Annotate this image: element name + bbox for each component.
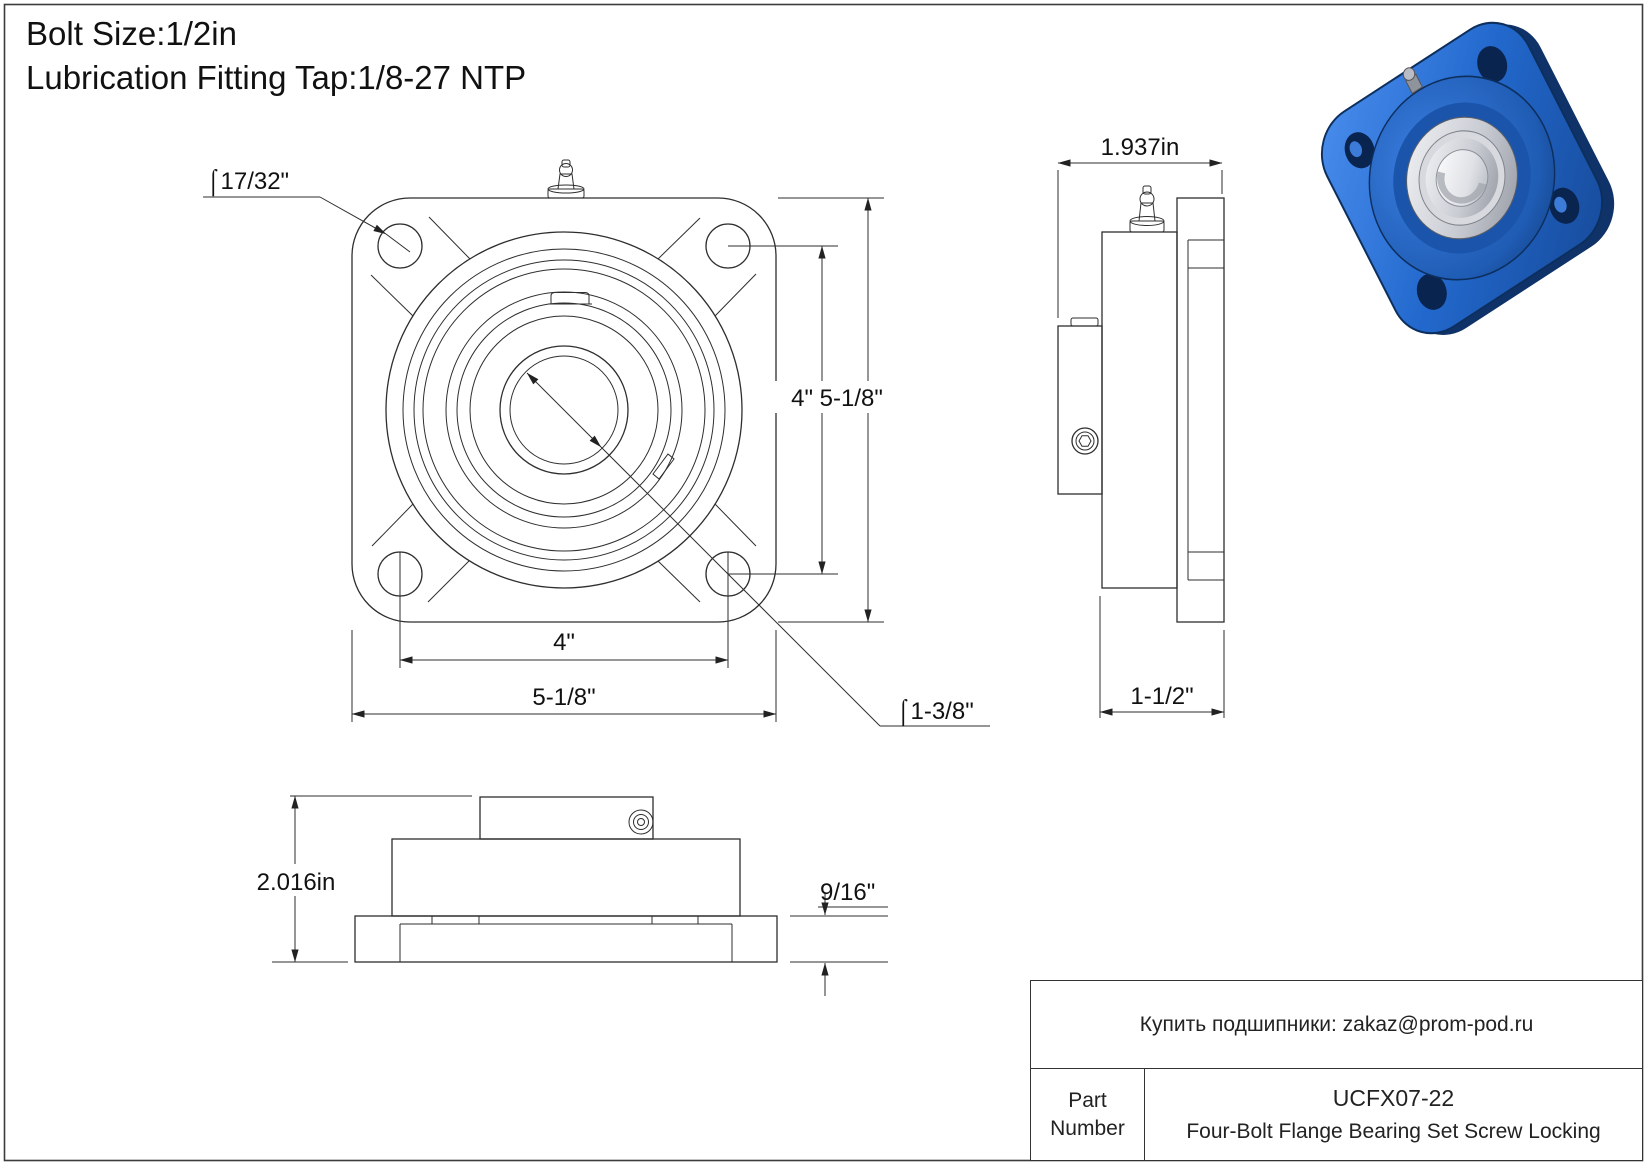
dim-flange-thickness: 9/16" (820, 879, 876, 906)
drawing-notes (26, 12, 526, 100)
render-3d (1306, 0, 1630, 358)
front-view (352, 160, 776, 622)
grease-fitting-side (1130, 186, 1164, 232)
dim-hole-dia: ⌠17/32" (206, 168, 290, 195)
note-bolt-size: Bolt Size:1/2in (26, 15, 237, 52)
contact-text: Купить подшипники: zakaz@prom-pod.ru (1139, 1012, 1534, 1036)
part-number: UCFX07-22 (1332, 1084, 1455, 1111)
note-lube-fitting: Lubrication Fitting Tap:1/8-27 NTP (26, 59, 527, 96)
bore-tab (653, 454, 674, 479)
side-view (1058, 186, 1224, 622)
side-view-dimensions (1058, 134, 1224, 718)
set-screw-side (1072, 428, 1098, 454)
set-screw-bottom (629, 810, 653, 834)
dim-side-dims: 4" 5-1/8" (791, 385, 883, 412)
dim-hole-spacing: 4" (553, 629, 575, 656)
bottom-view-dimensions (250, 796, 888, 996)
dim-side-width: 1.937in (1100, 134, 1180, 161)
dim-body-width: 1-1/2" (1130, 683, 1194, 710)
part-number-label: Part Number (1031, 1069, 1145, 1160)
dim-bore-dia: ⌠1-3/8" (896, 698, 974, 725)
dim-height: 2.016in (256, 869, 336, 896)
part-number-cell (1145, 1069, 1642, 1160)
bottom-view (355, 797, 777, 962)
dim-flange-width: 5-1/8" (532, 684, 596, 711)
part-description: Four-Bolt Flange Bearing Set Screw Locking (1186, 1119, 1601, 1143)
title-block (1030, 980, 1643, 1161)
contact-row (1031, 981, 1642, 1069)
part-row (1031, 1069, 1642, 1160)
grease-fitting-front (548, 160, 584, 198)
